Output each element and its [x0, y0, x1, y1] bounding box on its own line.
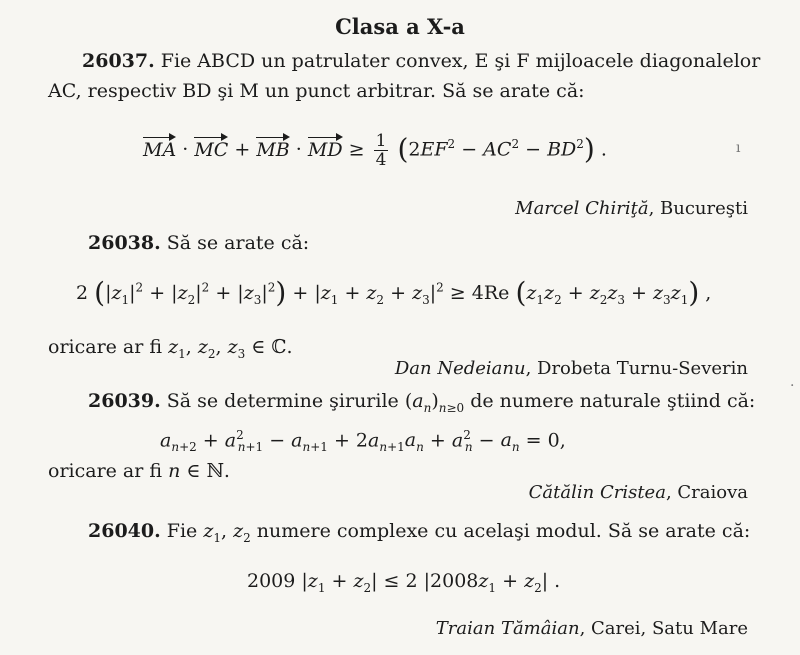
- problem-number: 26037.: [82, 50, 155, 72]
- problem-statement: Să se arate că:: [160, 232, 310, 254]
- problem-26039-text-cont: oricare ar fi n ∈ ℕ.: [48, 460, 230, 482]
- problem-number: 26040.: [88, 520, 161, 542]
- problem-26039-formula: $a_{n+2} + a^2_{n+1} - a_{n+1} + 2a_{n+1}a_n + a^2_n - a_n = 0$,: [160, 428, 566, 455]
- problem-statement: Fie ABCD un patrulater convex, E şi F mijloacele diagonalelor: [154, 50, 761, 72]
- problem-26038-text-cont: oricare ar fi $z_1$, $z_2$, $z_3$ ∈ ℂ.: [48, 336, 293, 361]
- problem-26038-author: Dan Nedeianu, Drobeta Turnu-Severin: [394, 358, 748, 379]
- problem-26038-formula: 2 $(|z_1|^2 + |z_2|^2 + |z_3|^2) + |z_1 + z_2 + z_3|^2 \ge 4Re$ $(z_1z_2 + z_2z_3 + z_3z_1)$ ,: [76, 276, 712, 309]
- problem-26040-author: Traian Tămâian, Carei, Satu Mare: [435, 618, 748, 639]
- problem-26037-text: [82, 50, 760, 72]
- problem-26037-text-cont: AC, respectiv BD şi M un punct arbitrar. Să se arate că:: [48, 80, 585, 102]
- problem-26037-formula: MA · MC + MB · MD ≥ $\frac{1}{4}$ $(2EF^2 - AC^2 - BD^2)$ .: [143, 131, 607, 170]
- problem-26038-text: [88, 232, 309, 254]
- problem-26040-formula: 2009 $|z_1 + z_2| \le 2$ $|2008z_1 + z_2|$ .: [247, 570, 561, 595]
- section-title: Clasa a X-a: [335, 14, 465, 39]
- problem-number: 26038.: [88, 232, 161, 254]
- problem-26039-text: 26039. Să se determine şirurile $(a_n)_{n\ge 0}$ de numere naturale ştiind că:: [88, 390, 756, 415]
- problem-26037-author: Marcel Chiriţă, Bucureşti: [515, 198, 748, 219]
- problem-26040-text: 26040. Fie $z_1$, $z_2$ numere complexe cu acelaşi modul. Să se arate că:: [88, 520, 751, 545]
- margin-speck: ·: [790, 378, 795, 394]
- margin-speck: ı: [736, 140, 741, 156]
- problem-26039-author: Cătălin Cristea, Craiova: [528, 482, 748, 503]
- problem-number: 26039.: [88, 390, 161, 412]
